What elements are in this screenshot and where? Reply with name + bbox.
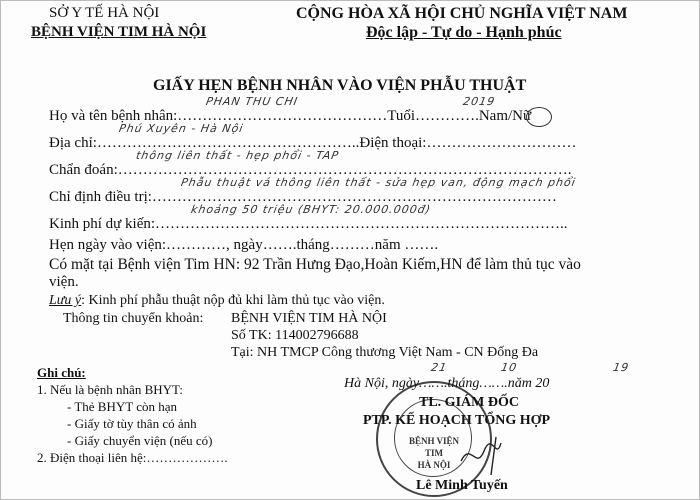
transfer-bank: Tại: NH TMCP Công thương Việt Nam - CN Đống Đa <box>231 345 539 360</box>
hospital-name: BỆNH VIỆN TIM HÀ NỘI <box>31 24 207 40</box>
date-day: 21 <box>429 361 449 374</box>
notes-title: Ghi chú: <box>37 365 86 380</box>
signer-name: Lê Minh Tuyến <box>416 478 508 493</box>
address-line: Địa chỉ:……………………………………………..Điện thoại:………………………… <box>49 135 577 151</box>
cost-line: Kinh phí dự kiến:……………………………………………………………………….. <box>49 216 568 232</box>
patient-name-line: Họ và tên bệnh nhân:……………………………………Tuổi………….Nam/Nữ <box>49 108 532 124</box>
notes-item-2: 2. Điện thoại liên hệ:………………. <box>37 450 228 465</box>
signer-authority: TL. GIÁM ĐỐC <box>419 395 519 410</box>
transfer-account: Số TK: 114002796688 <box>231 328 359 343</box>
treatment-value: Phẫu thuật vá thông liên thất - sửa hẹp van, động mạch phổi <box>179 176 577 189</box>
signature-scribble <box>456 433 516 475</box>
transfer-beneficiary: BỆNH VIỆN TIM HÀ NỘI <box>231 311 387 326</box>
patient-name-value: PHAN THU CHI <box>204 95 300 108</box>
stamp-text: BỆNH VIỆN <box>408 436 460 446</box>
department-name: SỞ Y TẾ HÀ NỘI <box>49 5 160 21</box>
diagnosis-line: Chẩn đoán:………………………………………………………………………………. <box>49 162 572 178</box>
address-value: Phú Xuyên - Hà Nội <box>117 122 245 135</box>
presence-instructions: Có mặt tại Bệnh viện Tim HN: 92 Trần Hưng Đạo,Hoàn Kiếm,HN để làm thủ tục vào <box>49 256 581 273</box>
national-title: CỘNG HÒA XÃ HỘI CHỦ NGHĨA VIỆT NAM <box>296 5 628 22</box>
treatment-line: Chỉ định điều trị:……………………………………………………………………… <box>49 189 557 205</box>
diagnosis-value: thông liên thất - hẹp phổi - TAP <box>134 149 341 162</box>
patient-age-value: 2019 <box>461 95 497 108</box>
note-text: : Kinh phí phẫu thuật nộp đủ khi làm thủ tục vào viện. <box>81 293 385 308</box>
notes-sub-1: - Thẻ BHYT còn hạn <box>67 399 177 414</box>
date-month: 10 <box>499 361 519 374</box>
stamp-text: TIM <box>425 448 443 458</box>
appointment-date-line: Hẹn ngày vào viện:…………, ngày…….tháng………năm ……. <box>49 237 439 253</box>
national-motto: Độc lập - Tự do - Hạnh phúc <box>366 24 562 41</box>
presence-instructions-cont: viện. <box>49 274 79 290</box>
note-label: Lưu ý <box>49 293 82 308</box>
document-title: GIẤY HẸN BỆNH NHÂN VÀO VIỆN PHẪU THUẬT <box>153 77 527 94</box>
transfer-label: Thông tin chuyển khoản: <box>63 311 204 326</box>
cost-value: khoảng 50 triệu (BHYT: 20.000.000đ) <box>189 203 433 216</box>
notes-item-1: 1. Nếu là bệnh nhân BHYT: <box>37 382 183 397</box>
notes-sub-2: - Giấy tờ tùy thân có ảnh <box>67 416 197 431</box>
date-year: 19 <box>611 361 631 374</box>
stamp-text: HÀ NỘI <box>417 460 451 470</box>
gender-circle-mark <box>526 107 552 127</box>
notes-sub-3: - Giấy chuyển viện (nếu có) <box>67 433 213 448</box>
signer-position: PTP. KẾ HOẠCH TỔNG HỢP <box>363 413 551 428</box>
signature-date: Hà Nội, ngày…….tháng…….năm 20 <box>344 376 550 391</box>
